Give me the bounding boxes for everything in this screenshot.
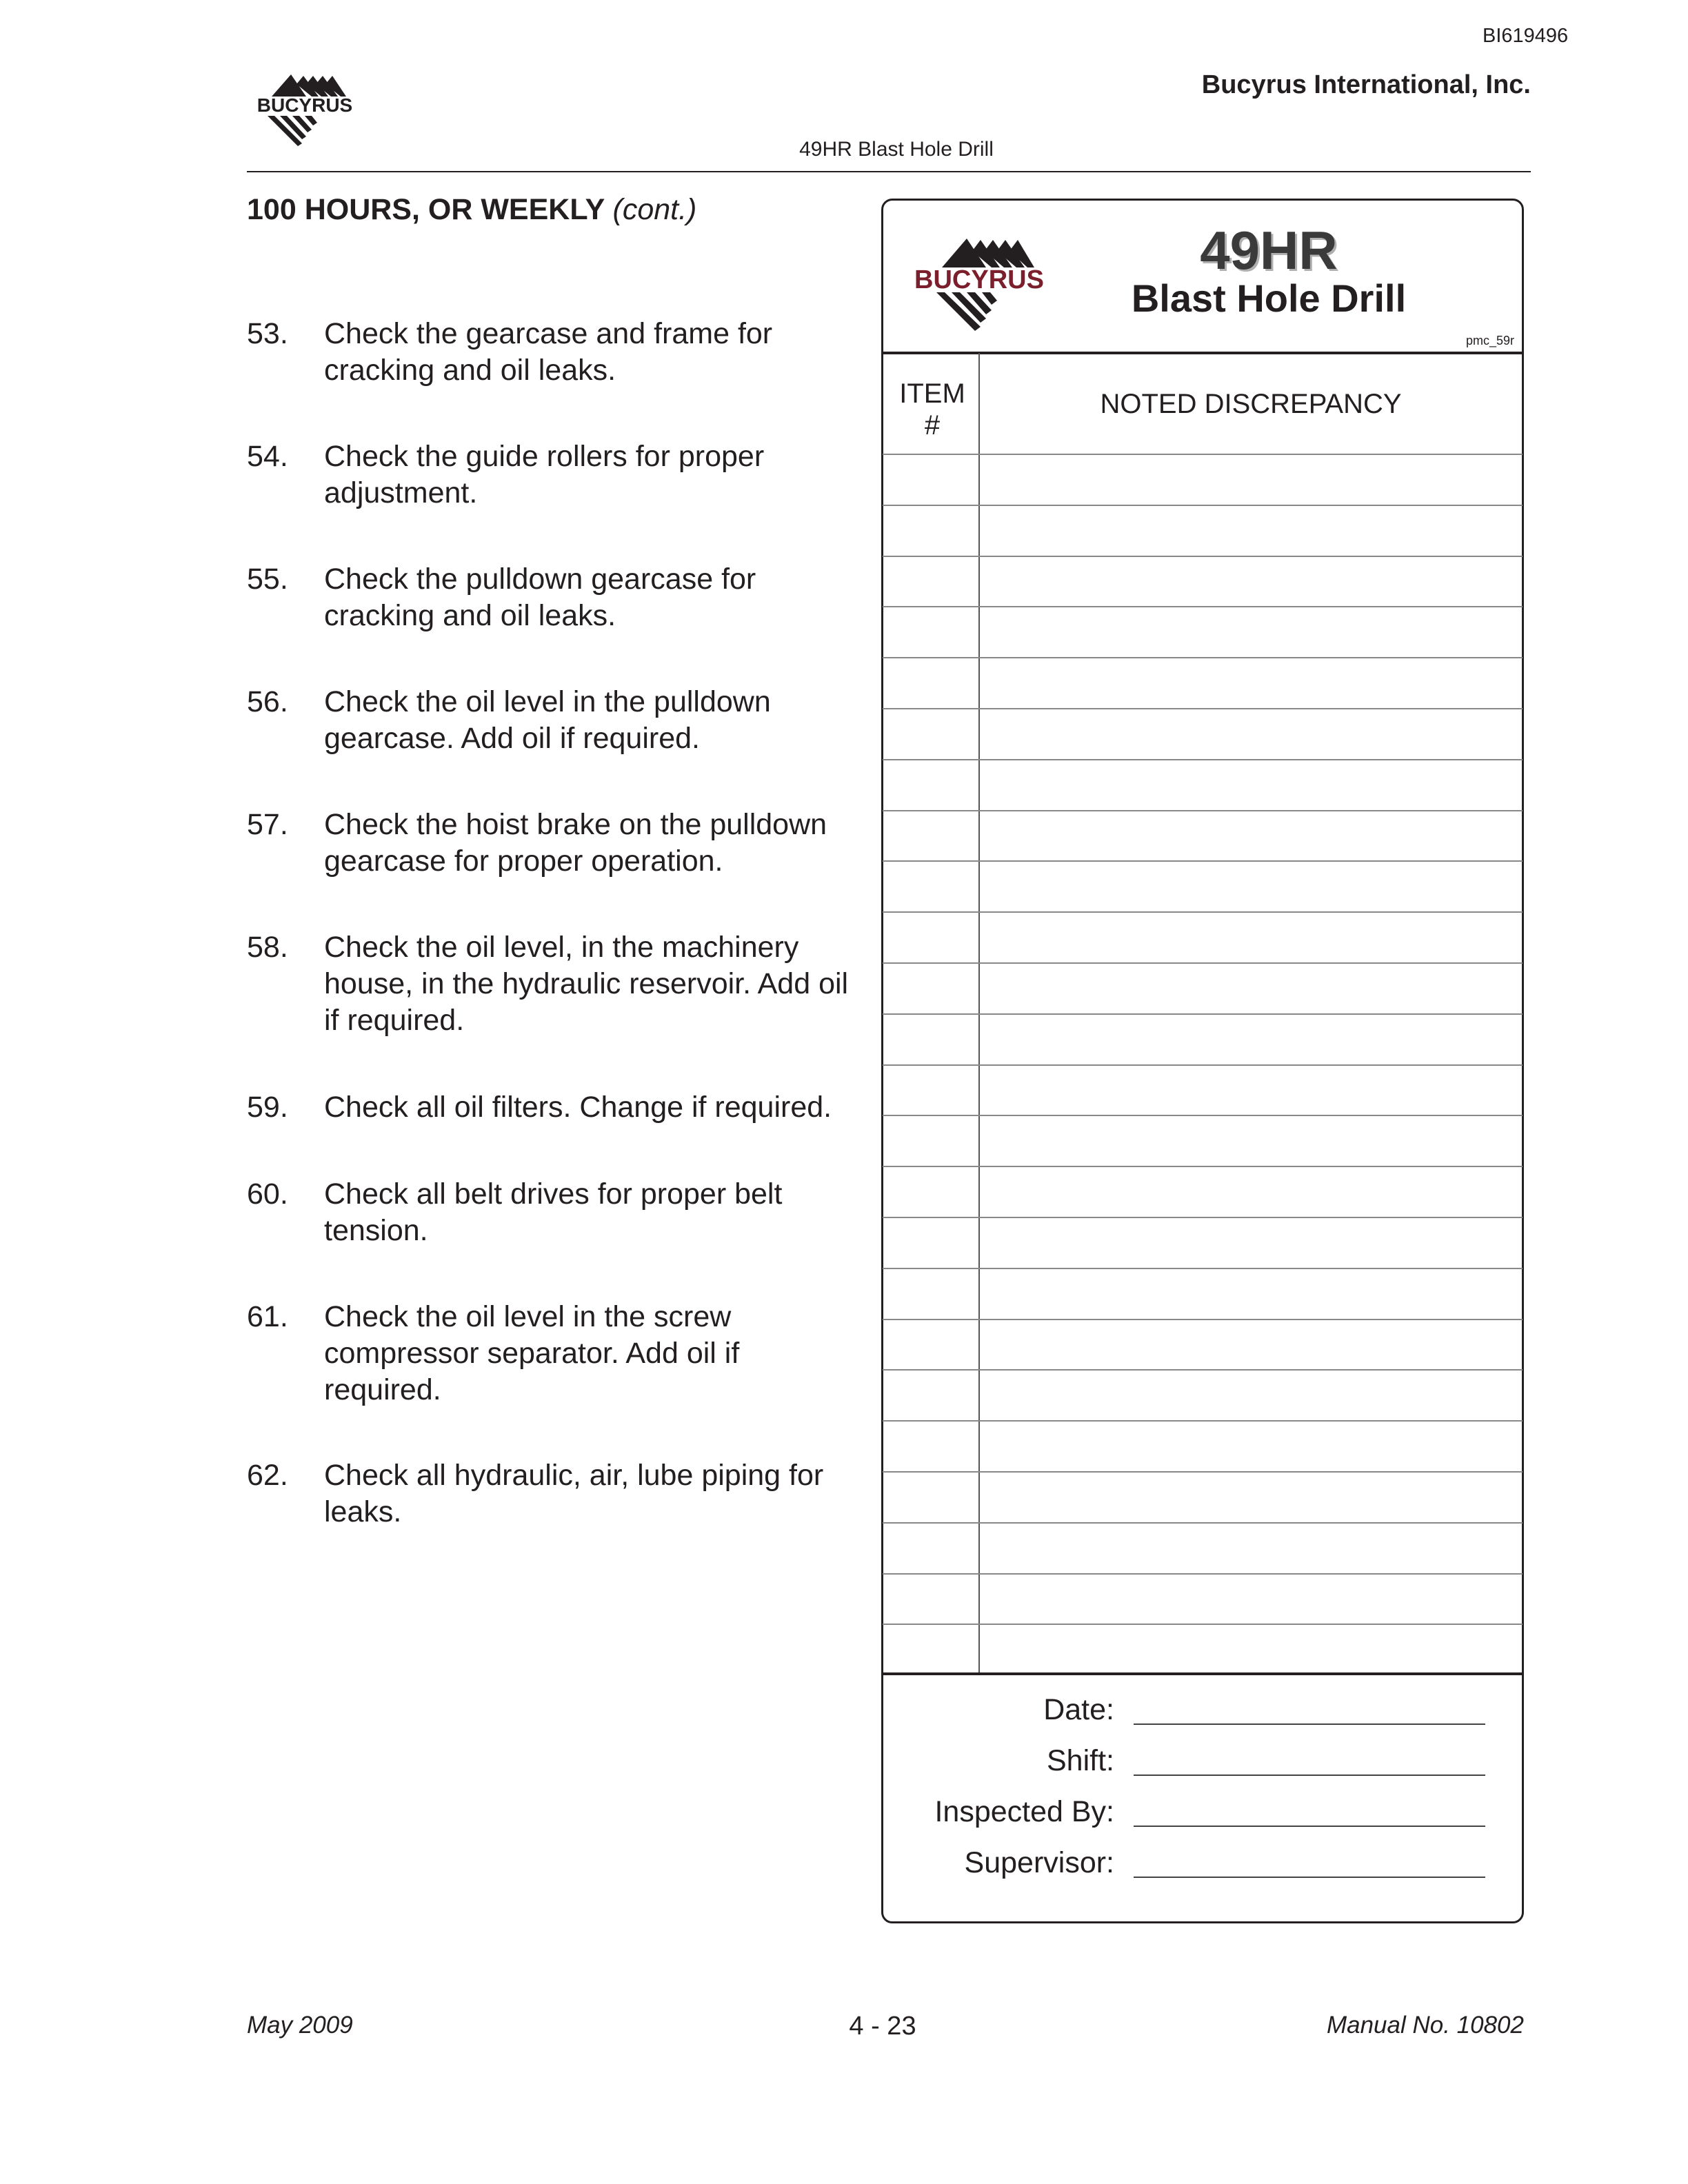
card-bucyrus-logo [901,230,1058,331]
table-row-rule [883,1369,1523,1371]
table-row-rule [883,911,1523,913]
table-row-rule [883,1115,1523,1116]
signature-label: Supervisor: [964,1846,1114,1879]
table-row-rule [883,708,1523,709]
item-text: Check the oil level, in the machinery house, in the hydraulic reservoir. Add oil if required. [324,931,849,1037]
item-text: Check the oil level in the pulldown gearcase. Add oil if required. [324,685,771,755]
item-number: 55. [247,563,288,596]
document-id: BI619496 [1483,25,1569,47]
column-header-item [884,378,981,441]
header-divider [247,171,1531,172]
signature-label: Inspected By: [934,1795,1114,1828]
signature-line[interactable] [1134,1877,1485,1878]
item-text: Check the guide rollers for proper adjustment. [324,440,765,509]
column-header-item-line2: # [924,410,941,441]
table-row-rule [883,1420,1523,1422]
signature-field-inspected-by[interactable] [883,1795,1524,1837]
table-row-rule [883,1064,1523,1066]
signature-line[interactable] [1134,1723,1485,1725]
item-number: 61. [247,1300,288,1333]
item-number: 60. [247,1177,288,1211]
item-text: Check all belt drives for proper belt tension. [324,1177,783,1247]
table-row-rule [883,657,1523,658]
section-heading-text: 100 HOURS, OR WEEKLY [247,193,605,226]
table-row-rule [883,962,1523,964]
item-text: Check all oil filters. Change if required. [324,1091,832,1124]
table-row-rule [883,1319,1523,1320]
table-row-rule [883,1471,1523,1473]
item-number: 57. [247,808,288,841]
signature-field-supervisor[interactable] [883,1846,1524,1888]
signature-label: Date: [1043,1693,1114,1726]
table-row-rule [883,1522,1523,1524]
table-row-rule [883,810,1523,811]
item-text: Check the pulldown gearcase for cracking and oil leaks. [324,563,756,632]
company-name: Bucyrus International, Inc. [1201,70,1531,99]
signature-line[interactable] [1134,1775,1485,1776]
logo-text: BUCYRUS [257,94,353,116]
item-number: 58. [247,931,288,964]
footer-date: May 2009 [247,2012,353,2039]
signature-field-date[interactable] [883,1693,1524,1735]
table-row-rule [883,1166,1523,1167]
table-row-rule [883,1013,1523,1015]
card-logo-text: BUCYRUS [914,265,1044,294]
item-number: 59. [247,1091,288,1124]
document-subtitle: 49HR Blast Hole Drill [799,138,994,161]
item-number: 54. [247,440,288,473]
signature-label: Shift: [1047,1744,1114,1777]
card-model: 49HR [1200,220,1338,281]
table-row-rule [883,1217,1523,1218]
bucyrus-logo [243,69,367,146]
item-number: 62. [247,1459,288,1492]
item-text: Check all hydraulic, air, lube piping for leaks. [324,1459,824,1528]
signature-field-shift[interactable] [883,1744,1524,1786]
card-header-divider [881,352,1524,354]
manual-number: Manual No. 10802 [1326,2012,1524,2039]
item-text: Check the hoist brake on the pulldown gearcase for proper operation. [324,808,827,878]
table-row-rule [883,759,1523,760]
item-text: Check the oil level in the screw compressor separator. Add oil if required. [324,1300,740,1406]
table-row-rule [883,556,1523,557]
table-row-rule [883,454,1523,455]
table-row-rule [883,505,1523,506]
page-number: 4 - 23 [849,2012,916,2041]
column-header-discrepancy: NOTED DISCREPANCY [1100,389,1402,419]
card-code: pmc_59r [1465,334,1514,347]
table-row-rule [883,860,1523,862]
item-text: Check the gearcase and frame for cracking and oil leaks. [324,317,773,387]
table-row-rule [883,1573,1523,1575]
signature-line[interactable] [1134,1826,1485,1827]
table-row-rule [883,1268,1523,1269]
card-title: Blast Hole Drill [1131,276,1407,320]
section-heading [247,193,696,227]
table-row-rule [883,1624,1523,1625]
column-header-item-line1: ITEM [899,378,965,409]
table-bottom-divider [881,1672,1524,1675]
item-number: 53. [247,317,288,350]
table-row-rule [883,606,1523,607]
section-heading-cont: (cont.) [612,193,697,226]
item-number: 56. [247,685,288,718]
inspection-card [881,199,1524,1923]
